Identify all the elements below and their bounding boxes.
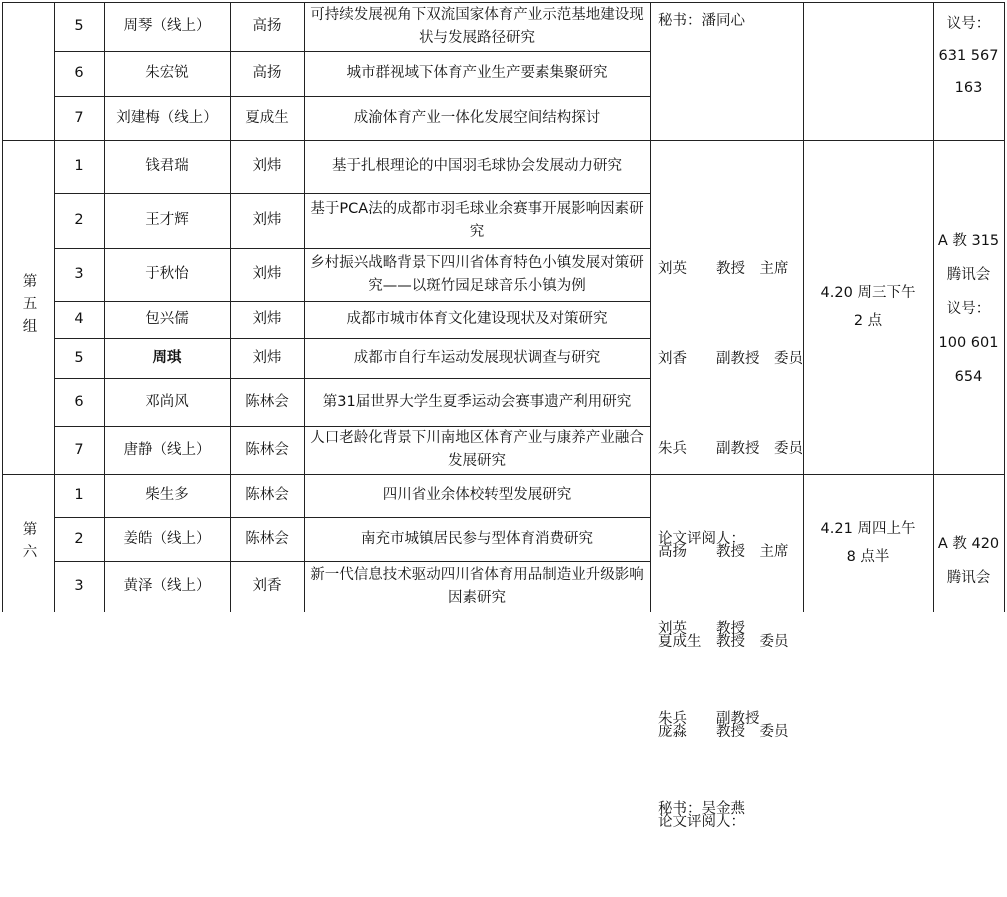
advisor-name: 刘炜 (252, 349, 282, 366)
row-number: 7 (74, 441, 84, 458)
committee-line: 刘英 教授 主席 (658, 261, 789, 277)
thesis-topic: 成都市城市体育文化建设现状及对策研究 (346, 311, 608, 327)
group-label-5: 第五组 (20, 273, 37, 341)
venue-group6 (933, 527, 1004, 595)
student-name: 朱宏锐 (145, 65, 189, 81)
thesis-topic: 城市群视域下体育产业生产要素集聚研究 (346, 65, 608, 81)
venue-line: 腾讯会 (946, 267, 991, 283)
student-name: 柴生多 (145, 487, 189, 503)
student-name: 周琴（线上） (123, 18, 211, 34)
advisor-name: 陈林会 (245, 530, 289, 547)
row-number: 4 (74, 311, 84, 327)
advisor-name: 刘炜 (252, 311, 282, 327)
row-number: 3 (74, 578, 84, 594)
row-number: 6 (74, 393, 84, 410)
student-name: 王才辉 (145, 212, 189, 228)
row-number: 7 (74, 109, 84, 126)
advisor-name: 刘炜 (252, 266, 282, 282)
committee-line: 庞淼 教授 委员 (658, 724, 789, 740)
committee-line: 夏成生 教授 委员 (658, 634, 789, 650)
advisor-name: 刘香 (252, 578, 282, 594)
committee-secretary-top: 秘书：潘同心 (658, 13, 745, 29)
thesis-topic: 成都市自行车运动发展现状调查与研究 (353, 349, 601, 366)
row-number: 1 (74, 158, 84, 174)
thesis-topic: 基于PCA法的成都市羽毛球业余赛事开展影响因素研究 (310, 200, 644, 240)
thesis-topic: 南充市城镇居民参与型体育消费研究 (361, 530, 593, 547)
committee-line: 论文评阅人： (658, 814, 745, 830)
advisor-name: 刘炜 (252, 158, 282, 174)
student-name: 于秋怡 (145, 266, 189, 282)
thesis-topic: 成渝体育产业一体化发展空间结构探讨 (353, 109, 601, 126)
committee-line: 论文评阅人： (658, 531, 745, 547)
committee-line: 秘书：吴金燕 (658, 801, 745, 817)
committee-line: 刘香 副教授 委员 (658, 351, 803, 367)
venue-top (933, 8, 1004, 104)
student-name: 邓尚风 (145, 393, 189, 410)
student-name: 刘建梅（线上） (116, 109, 218, 126)
advisor-name: 陈林会 (245, 487, 289, 503)
row-number: 2 (74, 212, 84, 228)
row-number: 1 (74, 487, 84, 503)
thesis-topic: 新一代信息技术驱动四川省体育用品制造业升级影响因素研究 (310, 566, 644, 606)
row-number: 3 (74, 266, 84, 282)
venue-line: 议号： (946, 301, 991, 317)
defense-time-group5: 4.20 周三下午 2 点 (820, 285, 916, 329)
student-name: 周琪 (152, 349, 182, 366)
venue-line: 议号： (946, 16, 991, 32)
venue-group5 (933, 224, 1004, 394)
committee-group6 (658, 477, 789, 897)
row-number: 6 (74, 65, 84, 81)
advisor-name: 陈林会 (245, 393, 289, 410)
advisor-name: 高扬 (252, 18, 282, 34)
advisor-name: 刘炜 (252, 212, 282, 228)
student-name: 钱君瑞 (145, 158, 189, 174)
student-name: 姜皓（线上） (123, 530, 211, 547)
student-name: 唐静（线上） (123, 441, 211, 458)
thesis-topic: 四川省业余体校转型发展研究 (382, 487, 572, 503)
defense-time-group6: 4.21 周四上午 8 点半 (820, 521, 916, 565)
venue-line: 631 567 (938, 48, 999, 64)
venue-line: 100 601 (938, 335, 999, 351)
thesis-topic: 基于扎根理论的中国羽毛球协会发展动力研究 (332, 158, 622, 174)
row-number: 5 (74, 18, 84, 34)
thesis-topic: 可持续发展视角下双流国家体育产业示范基地建设现状与发展路径研究 (310, 6, 644, 46)
student-name: 黄泽（线上） (123, 578, 211, 594)
advisor-name: 陈林会 (245, 441, 289, 458)
thesis-topic: 人口老龄化背景下川南地区体育产业与康养产业融合发展研究 (310, 430, 644, 469)
venue-line: 腾讯会 (946, 570, 991, 586)
committee-line: 朱兵 副教授 委员 (658, 441, 803, 457)
committee-line: 刘英 教授 (658, 621, 745, 637)
venue-line: A 教 315 (937, 233, 1000, 249)
group-label-6: 第六 (20, 520, 37, 566)
row-number: 5 (74, 349, 84, 366)
committee-line: 朱兵 副教授 (658, 711, 760, 727)
committee-line: 高扬 教授 主席 (658, 544, 789, 560)
advisor-name: 夏成生 (245, 109, 289, 126)
thesis-topic: 第31届世界大学生夏季运动会赛事遗产利用研究 (322, 393, 632, 410)
venue-line: 654 (954, 369, 983, 385)
venue-line: 163 (954, 80, 983, 96)
venue-line: A 教 420 (937, 536, 1000, 552)
row-number: 2 (74, 530, 84, 547)
advisor-name: 高扬 (252, 65, 282, 81)
student-name: 包兴儒 (145, 311, 189, 327)
thesis-topic: 乡村振兴战略背景下四川省体育特色小镇发展对策研究——以斑竹园足球音乐小镇为例 (310, 254, 644, 294)
